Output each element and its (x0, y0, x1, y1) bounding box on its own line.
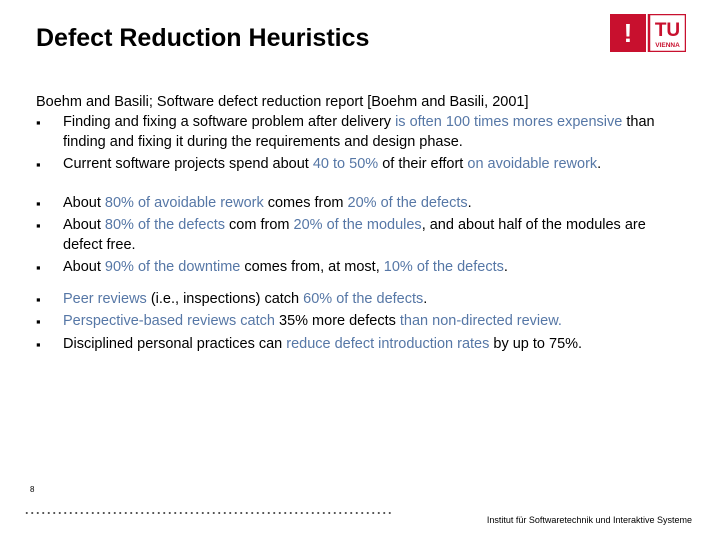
highlighted-text: 80% of the defects (104, 217, 226, 233)
highlighted-text: 40 to 50% (312, 156, 379, 172)
bullet-item (36, 194, 686, 214)
highlighted-text: than non-directed review. (395, 313, 562, 329)
footer-dotted-rule (24, 511, 394, 515)
bullet-text: of their effort (378, 156, 468, 172)
bullet-item (36, 216, 686, 255)
bullet-text: comes from (263, 194, 348, 211)
bullet-item (36, 113, 686, 152)
bullet-text: com from (225, 217, 294, 233)
intro-line: Boehm and Basili; Software defect reduction report [Boehm and Basili, 2001] (36, 94, 529, 110)
bullet-item (36, 258, 686, 278)
bullet-text: About (63, 194, 105, 211)
bullet-item (36, 312, 686, 332)
highlighted-text: reduce defect introduction rates (286, 335, 490, 352)
highlighted-text: Perspective-based reviews catch (63, 313, 279, 329)
svg-text:VIENNA: VIENNA (655, 42, 680, 49)
highlighted-text: 20% of the defects (347, 194, 468, 211)
bullet-text: comes from, at most, (240, 259, 384, 275)
bullet-text: Current software projects spend about (63, 156, 313, 172)
highlighted-text: 20% of the modules (293, 217, 422, 233)
bullet-group (36, 194, 686, 278)
bullet-text: (i.e., inspections) catch (146, 290, 304, 307)
highlighted-text: is often 100 times mores expensive (395, 114, 623, 130)
highlighted-text: 60% of the defects (303, 290, 424, 307)
slide-content (36, 92, 686, 366)
page-title: Defect Reduction Heuristics (36, 24, 370, 52)
bullet-text: . (423, 290, 428, 307)
bullet-text: , and about half of the modules are defect free. (63, 217, 646, 253)
bullet-item (36, 290, 686, 310)
bullet-item (36, 335, 686, 355)
bullet-text: . (503, 259, 508, 275)
tu-vienna-logo (610, 14, 686, 52)
highlighted-text: Peer reviews (63, 290, 147, 307)
bullet-text: by up to 75%. (489, 335, 583, 352)
bullet-group (36, 113, 686, 175)
page-number: 8 (30, 485, 35, 494)
highlighted-text: on avoidable rework (467, 156, 598, 172)
bullet-text: Finding and fixing a software problem after delivery (63, 114, 396, 130)
bullet-text: About (63, 259, 105, 275)
bullet-text: Disciplined personal practices can (63, 335, 287, 352)
highlighted-text: 10% of the defects (383, 259, 504, 275)
highlighted-text: 80% of avoidable rework (104, 194, 264, 211)
bullet-text: . (597, 156, 602, 172)
bullet-text: About (63, 217, 105, 233)
svg-text:!: ! (623, 18, 633, 48)
bullet-item (36, 155, 686, 175)
svg-text:TU: TU (654, 20, 681, 41)
highlighted-text: 90% of the downtime (104, 259, 241, 275)
bullet-groups (36, 113, 686, 354)
bullet-text: 35% more defects (279, 313, 396, 329)
bullet-group (36, 290, 686, 355)
institute-name: Institut für Softwaretechnik und Interaktive Systeme (486, 515, 692, 525)
bullet-text: . (467, 194, 472, 211)
bullet-text: than finding and fixing it during the requirements and design phase. (63, 114, 655, 150)
